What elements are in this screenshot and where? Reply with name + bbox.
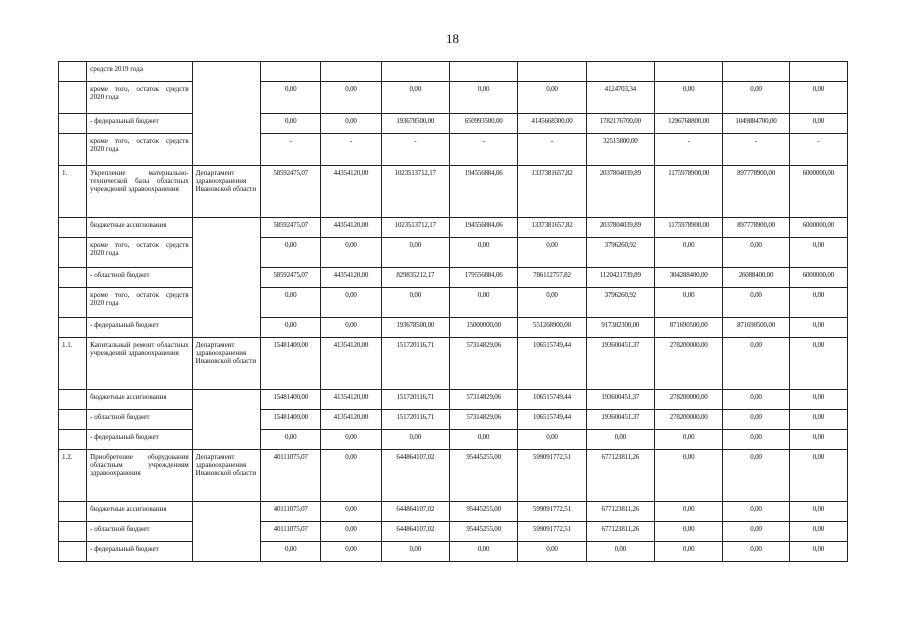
value-cell: 0,00 [518, 82, 586, 114]
value-cell: 2037804039,89 [586, 218, 654, 238]
value-cell: 897778900,00 [723, 218, 789, 238]
value-cell: 0,00 [723, 238, 789, 268]
value-cell: 0,00 [789, 288, 847, 318]
value-cell: 0,00 [789, 82, 847, 114]
row-code-cell: 1.2. [59, 450, 87, 502]
value-cell: 599091772,51 [518, 450, 586, 502]
value-cell: - [321, 134, 381, 166]
value-cell: 0,00 [723, 390, 789, 410]
value-cell: 0,00 [381, 430, 449, 450]
row-name-cell: кроме того, остаток средств 2020 года [87, 82, 193, 114]
page-number: 18 [446, 31, 459, 46]
value-cell: 106515749,44 [518, 410, 586, 430]
value-cell: 40111075,07 [261, 502, 321, 522]
value-cell: 95445255,00 [449, 450, 517, 502]
value-cell: 0,00 [321, 238, 381, 268]
value-cell: 6000000,00 [789, 166, 847, 218]
value-cell: 0,00 [723, 502, 789, 522]
value-cell: 1337381657,82 [518, 218, 586, 238]
value-cell: 0,00 [789, 410, 847, 430]
value-cell: 0,00 [321, 502, 381, 522]
row-executor-cell: Департамент здравоохранения Ивановской области [192, 338, 260, 390]
value-cell: 0,00 [321, 82, 381, 114]
value-cell: 106515749,44 [518, 338, 586, 390]
table-row [59, 430, 848, 450]
row-code-cell [59, 390, 87, 410]
table-row [59, 522, 848, 542]
row-executor-cell: Департамент здравоохранения Ивановской области [192, 450, 260, 502]
row-name-cell: кроме того, остаток средств 2020 года [87, 238, 193, 268]
value-cell: 1120421739,89 [586, 268, 654, 288]
value-cell: 40111075,07 [261, 450, 321, 502]
value-cell: 26088400,00 [723, 268, 789, 288]
value-cell: 0,00 [261, 542, 321, 562]
value-cell: - [261, 134, 321, 166]
row-name-cell: Укрепление материально-технической базы областных учреждений здравоохранения [87, 166, 193, 218]
value-cell: 0,00 [261, 114, 321, 134]
value-cell: 58592475,07 [261, 166, 321, 218]
value-cell: 6000000,00 [789, 268, 847, 288]
value-cell: 0,00 [723, 82, 789, 114]
value-cell: - [723, 134, 789, 166]
budget-table [58, 61, 848, 562]
row-executor-cell [192, 502, 260, 562]
value-cell: 4124703,34 [586, 82, 654, 114]
row-code-cell [59, 238, 87, 268]
table-row [59, 288, 848, 318]
value-cell: 2037804039,89 [586, 166, 654, 218]
value-cell: 4145668300,00 [518, 114, 586, 134]
table-row [59, 318, 848, 338]
table-row [59, 542, 848, 562]
row-name-cell: кроме того, остаток средств 2020 года [87, 134, 193, 166]
value-cell: 0,00 [789, 390, 847, 410]
table-row [59, 218, 848, 238]
value-cell: 0,00 [723, 288, 789, 318]
table-row [59, 114, 848, 134]
row-name-cell: бюджетные ассигнования [87, 502, 193, 522]
value-cell: 15000000,00 [449, 318, 517, 338]
value-cell: 57314829,06 [449, 390, 517, 410]
table-row [59, 268, 848, 288]
value-cell: 0,00 [449, 82, 517, 114]
value-cell [321, 62, 381, 82]
table-body [59, 62, 848, 562]
value-cell: 1296768800,00 [654, 114, 722, 134]
table-row [59, 166, 848, 218]
value-cell: - [518, 134, 586, 166]
value-cell: 551268900,00 [518, 318, 586, 338]
table-row [59, 134, 848, 166]
value-cell: 58592475,07 [261, 218, 321, 238]
value-cell: 0,00 [518, 542, 586, 562]
table-row [59, 238, 848, 268]
row-code-cell [59, 502, 87, 522]
value-cell: 0,00 [723, 542, 789, 562]
row-name-cell: Приобретение оборудования областным учреждениям здравоохранения [87, 450, 193, 502]
row-name-cell: - областной бюджет [87, 268, 193, 288]
table-row [59, 62, 848, 82]
value-cell: 0,00 [723, 410, 789, 430]
value-cell: 0,00 [586, 542, 654, 562]
value-cell [518, 62, 586, 82]
value-cell: 0,00 [654, 430, 722, 450]
row-name-cell: - федеральный бюджет [87, 318, 193, 338]
value-cell [261, 62, 321, 82]
value-cell: 677123811,26 [586, 522, 654, 542]
value-cell: - [381, 134, 449, 166]
value-cell: 15481400,00 [261, 390, 321, 410]
value-cell: 0,00 [654, 450, 722, 502]
value-cell: 650993500,00 [449, 114, 517, 134]
value-cell: 0,00 [449, 288, 517, 318]
row-code-cell [59, 218, 87, 238]
row-name-cell: - федеральный бюджет [87, 114, 193, 134]
table-row [59, 410, 848, 430]
value-cell: 0,00 [449, 430, 517, 450]
value-cell: 0,00 [789, 430, 847, 450]
table-row [59, 390, 848, 410]
value-cell: 41354120,00 [321, 410, 381, 430]
value-cell: 0,00 [723, 338, 789, 390]
row-name-cell: Капитальный ремонт областных учреждений здравоохранения [87, 338, 193, 390]
value-cell: 278200000,00 [654, 390, 722, 410]
row-code-cell: 1. [59, 166, 87, 218]
value-cell: 0,00 [654, 238, 722, 268]
value-cell: 0,00 [723, 522, 789, 542]
value-cell: 0,00 [789, 522, 847, 542]
value-cell: 41354120,00 [321, 390, 381, 410]
value-cell: 0,00 [654, 502, 722, 522]
value-cell: 44354120,00 [321, 166, 381, 218]
value-cell [586, 62, 654, 82]
value-cell: 897778900,00 [723, 166, 789, 218]
row-code-cell [59, 542, 87, 562]
value-cell: 106515749,44 [518, 390, 586, 410]
value-cell: 57314829,06 [449, 338, 517, 390]
value-cell: 15481400,00 [261, 410, 321, 430]
value-cell [723, 62, 789, 82]
value-cell: 0,00 [321, 522, 381, 542]
value-cell: 0,00 [381, 542, 449, 562]
value-cell: 0,00 [381, 82, 449, 114]
value-cell: 6000000,00 [789, 218, 847, 238]
row-name-cell: - федеральный бюджет [87, 542, 193, 562]
value-cell: 32515800,00 [586, 134, 654, 166]
value-cell: 44354120,00 [321, 268, 381, 288]
value-cell: 0,00 [261, 238, 321, 268]
value-cell: 786112757,82 [518, 268, 586, 288]
row-code-cell [59, 62, 87, 82]
row-code-cell [59, 268, 87, 288]
value-cell: 0,00 [321, 450, 381, 502]
value-cell: 0,00 [789, 238, 847, 268]
value-cell: 0,00 [321, 430, 381, 450]
value-cell: 3796260,92 [586, 288, 654, 318]
value-cell: 95445255,00 [449, 502, 517, 522]
value-cell: 0,00 [381, 238, 449, 268]
value-cell: 0,00 [789, 450, 847, 502]
row-name-cell: - областной бюджет [87, 410, 193, 430]
value-cell: 1023513712,17 [381, 218, 449, 238]
value-cell: 871690500,00 [723, 318, 789, 338]
value-cell: 0,00 [654, 542, 722, 562]
value-cell: 193600451,37 [586, 390, 654, 410]
row-code-cell [59, 82, 87, 114]
value-cell: 1023513712,17 [381, 166, 449, 218]
value-cell: 677123811,26 [586, 502, 654, 522]
row-executor-cell: Департамент здравоохранения Ивановской области [192, 166, 260, 218]
value-cell: 3796260,92 [586, 238, 654, 268]
row-name-cell: бюджетные ассигнования [87, 218, 193, 238]
value-cell: 0,00 [321, 318, 381, 338]
table-row [59, 450, 848, 502]
value-cell: 1049884700,00 [723, 114, 789, 134]
row-name-cell: - областной бюджет [87, 522, 193, 542]
value-cell: 0,00 [518, 430, 586, 450]
row-name-cell: средств 2019 года [87, 62, 193, 82]
value-cell: 1175978900,00 [654, 218, 722, 238]
value-cell: 0,00 [321, 542, 381, 562]
value-cell: 0,00 [449, 542, 517, 562]
table-row [59, 338, 848, 390]
row-code-cell [59, 522, 87, 542]
value-cell: 0,00 [586, 430, 654, 450]
row-code-cell [59, 430, 87, 450]
value-cell: 179556884,06 [449, 268, 517, 288]
row-executor-cell [192, 390, 260, 450]
value-cell: 304288400,00 [654, 268, 722, 288]
row-code-cell: 1.1. [59, 338, 87, 390]
value-cell: 0,00 [723, 450, 789, 502]
row-code-cell [59, 134, 87, 166]
row-code-cell [59, 410, 87, 430]
value-cell [381, 62, 449, 82]
value-cell: - [449, 134, 517, 166]
value-cell: 829835212,17 [381, 268, 449, 288]
value-cell: 0,00 [654, 288, 722, 318]
value-cell: 644864107,02 [381, 450, 449, 502]
value-cell: 0,00 [518, 238, 586, 268]
value-cell: 58592475,07 [261, 268, 321, 288]
value-cell: 0,00 [381, 288, 449, 318]
value-cell [654, 62, 722, 82]
value-cell: 0,00 [789, 502, 847, 522]
value-cell: 0,00 [321, 114, 381, 134]
value-cell: 95445255,00 [449, 522, 517, 542]
value-cell: 0,00 [654, 82, 722, 114]
row-code-cell [59, 318, 87, 338]
row-executor-cell [192, 62, 260, 166]
value-cell [789, 62, 847, 82]
value-cell [449, 62, 517, 82]
row-code-cell [59, 114, 87, 134]
value-cell: - [789, 134, 847, 166]
value-cell: 194556884,06 [449, 218, 517, 238]
value-cell: 0,00 [723, 430, 789, 450]
value-cell: 193600451,37 [586, 338, 654, 390]
value-cell: 15481400,00 [261, 338, 321, 390]
value-cell: 871690500,00 [654, 318, 722, 338]
value-cell: 0,00 [261, 318, 321, 338]
value-cell: 0,00 [449, 238, 517, 268]
value-cell: - [654, 134, 722, 166]
value-cell: 0,00 [261, 82, 321, 114]
value-cell: 599091772,51 [518, 502, 586, 522]
value-cell: 194556884,06 [449, 166, 517, 218]
value-cell: 41354120,00 [321, 338, 381, 390]
value-cell: 278200000,00 [654, 338, 722, 390]
value-cell: 151720116,71 [381, 390, 449, 410]
value-cell: 1782176700,00 [586, 114, 654, 134]
value-cell: 0,00 [518, 288, 586, 318]
value-cell: 1337381657,82 [518, 166, 586, 218]
value-cell: 0,00 [321, 288, 381, 318]
value-cell: 0,00 [789, 318, 847, 338]
row-name-cell: кроме того, остаток средств 2020 года [87, 288, 193, 318]
row-executor-cell [192, 218, 260, 338]
value-cell: 151720116,71 [381, 410, 449, 430]
row-name-cell: бюджетные ассигнования [87, 390, 193, 410]
value-cell: 0,00 [789, 542, 847, 562]
table-row [59, 82, 848, 114]
value-cell: 193678500,00 [381, 114, 449, 134]
value-cell: 57314829,06 [449, 410, 517, 430]
value-cell: 599091772,51 [518, 522, 586, 542]
table-row [59, 502, 848, 522]
value-cell: 0,00 [261, 288, 321, 318]
value-cell: 0,00 [789, 114, 847, 134]
value-cell: 917382300,00 [586, 318, 654, 338]
value-cell: 193600451,37 [586, 410, 654, 430]
value-cell: 151720116,71 [381, 338, 449, 390]
row-code-cell [59, 288, 87, 318]
value-cell: 644864107,02 [381, 522, 449, 542]
value-cell: 1175978900,00 [654, 166, 722, 218]
value-cell: 40111075,07 [261, 522, 321, 542]
value-cell: 0,00 [261, 430, 321, 450]
value-cell: 193678500,00 [381, 318, 449, 338]
value-cell: 0,00 [654, 522, 722, 542]
value-cell: 278200000,00 [654, 410, 722, 430]
value-cell: 44354120,00 [321, 218, 381, 238]
value-cell: 677123811,26 [586, 450, 654, 502]
value-cell: 0,00 [789, 338, 847, 390]
row-name-cell: - федеральный бюджет [87, 430, 193, 450]
value-cell: 644864107,02 [381, 502, 449, 522]
